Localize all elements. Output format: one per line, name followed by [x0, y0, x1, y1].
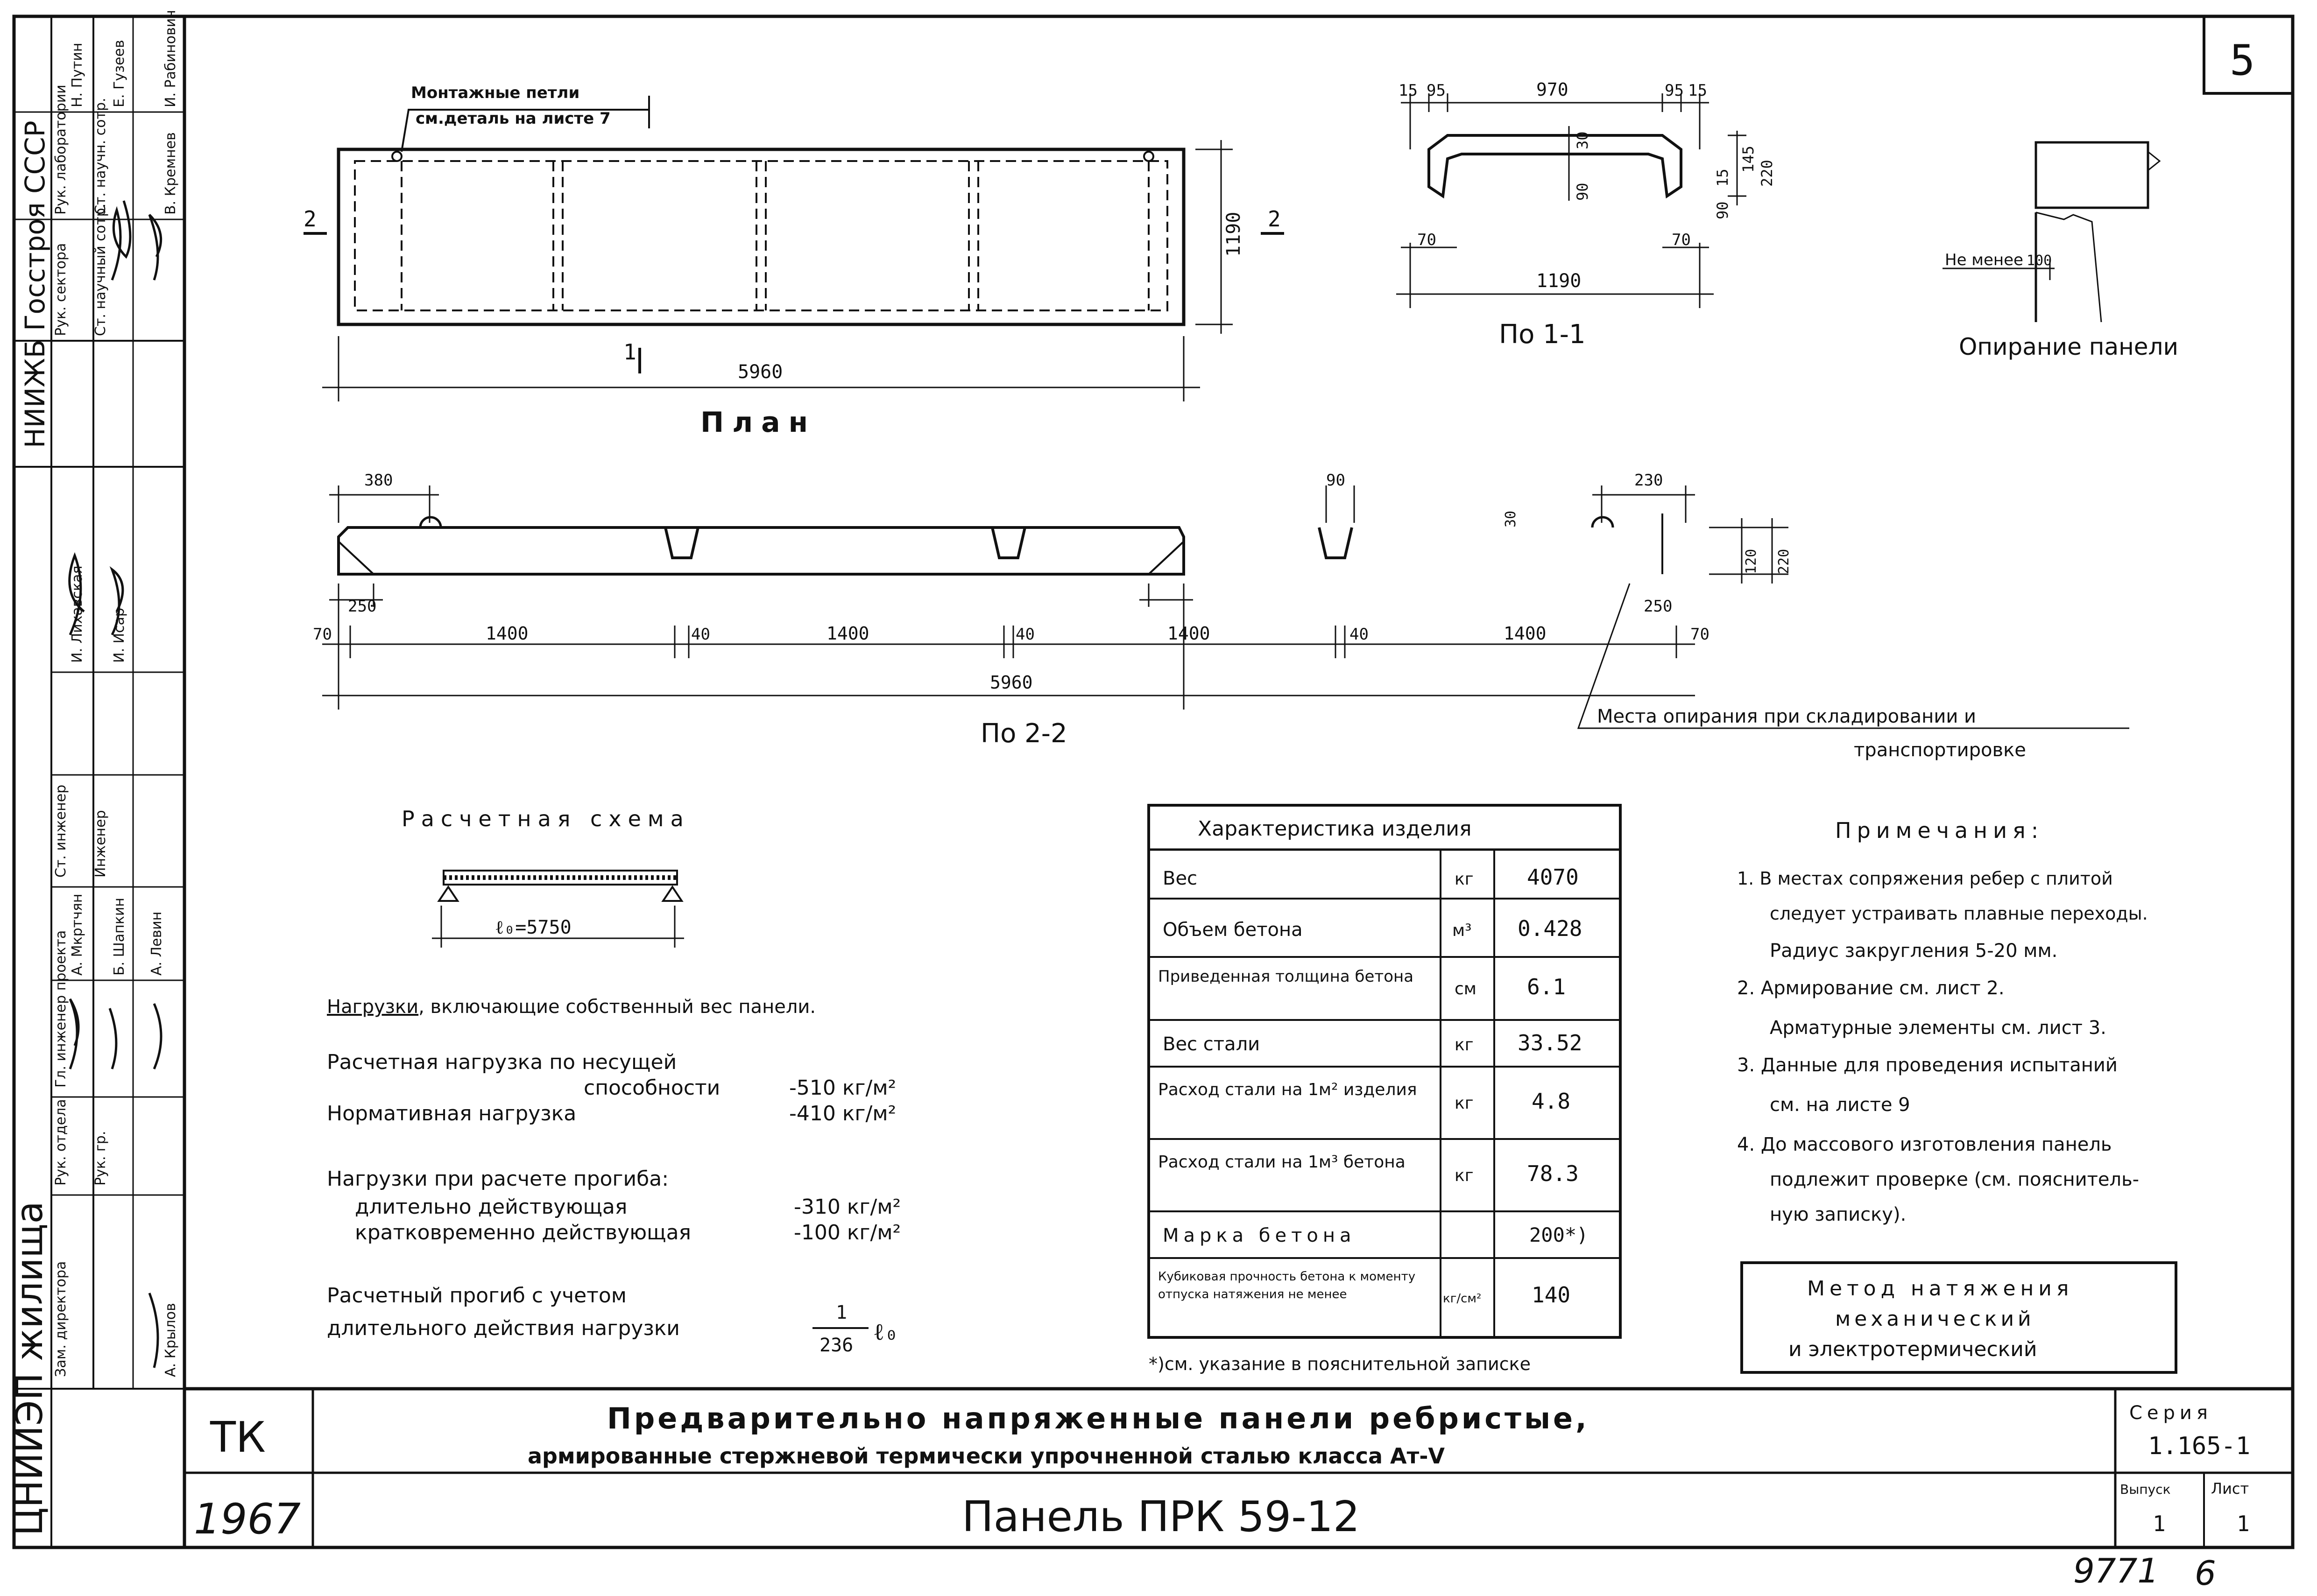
table-cell-value: 200*) — [1529, 1223, 1589, 1246]
s22-seg2: 1400 — [826, 623, 869, 644]
table-cell-value: 78.3 — [1527, 1161, 1579, 1186]
s22-d-left: 380 — [364, 471, 393, 490]
list-label: Лист — [2211, 1480, 2249, 1498]
s11-d6: 30 — [1574, 131, 1591, 149]
note-line: Арматурные элементы см. лист 3. — [1770, 1017, 2106, 1039]
s22-gap3: 40 — [1349, 625, 1369, 644]
table-row — [1158, 1069, 1570, 1137]
series-label: Серия — [2129, 1402, 2212, 1424]
table-cell-unit: см — [1455, 979, 1476, 998]
table-cell-value: 4070 — [1527, 865, 1579, 890]
plan-cut-left: 2 — [304, 206, 317, 232]
table-cell-unit: кг/см² — [1443, 1292, 1482, 1306]
s22-seg1: 1400 — [486, 623, 529, 644]
stamp-org2: НИИЖБ Госстроя СССР — [19, 120, 51, 448]
loads-l6a: Расчетный прогиб с учетом — [327, 1284, 627, 1308]
stamp-names — [69, 10, 179, 1377]
scheme-title: Расчетная схема — [402, 806, 690, 831]
support-detail — [1943, 142, 2160, 322]
s11-d1: 15 — [1399, 81, 1418, 100]
section-2-2 — [322, 485, 2129, 728]
stamp-role: Ст. инженер — [53, 784, 69, 878]
plan-view — [304, 96, 1284, 401]
s11-d9: 145 — [1739, 146, 1757, 173]
stamp-role: Зам. директора — [53, 1261, 69, 1377]
s11-title: По 1-1 — [1499, 319, 1586, 350]
vyp-number: 1 — [2153, 1511, 2166, 1536]
tk-label: ТК — [210, 1413, 266, 1462]
s11-d12: 70 — [1417, 231, 1436, 249]
loads-l1v: -510 кг/м² — [789, 1076, 897, 1100]
table-cell-unit: кг — [1455, 1094, 1474, 1113]
table-cell-name: Кубиковая прочность бетона к моменту отпуска натяжения не менее — [1158, 1270, 1416, 1301]
s22-gap2: 40 — [1016, 625, 1035, 644]
method-line: и электротермический — [1788, 1337, 2037, 1361]
table-row — [1158, 1141, 1579, 1209]
stamp-role: Гл. инженер проекта — [53, 930, 69, 1088]
stamp-role: Рук. лаборатории — [53, 84, 69, 215]
s22-d-250b: 250 — [1644, 597, 1673, 616]
support-value: 100 — [2027, 253, 2052, 269]
table-cell-value: 4.8 — [1532, 1089, 1571, 1114]
note-line: 2. Армирование см. лист 2. — [1737, 977, 2005, 999]
loads-l2: Нормативная нагрузка — [327, 1102, 577, 1125]
stamp-name: В. Кремнев — [162, 132, 179, 215]
note-line: ную записку). — [1770, 1204, 1907, 1225]
loads-l6v: ℓ₀ — [873, 1318, 899, 1345]
note-line: 4. До массового изготовления панель — [1737, 1134, 2112, 1155]
s11-d10: 220 — [1758, 160, 1776, 187]
s22-note2: транспортировке — [1854, 739, 2026, 761]
table-row — [1158, 959, 1566, 1018]
plan-title: План — [700, 406, 817, 439]
table-cell-name: Вес стали — [1163, 1034, 1260, 1055]
loads-l3: Нагрузки при расчете прогиба: — [327, 1167, 669, 1191]
plan-cut-right: 2 — [1268, 206, 1281, 232]
year-label: 1967 — [194, 1495, 301, 1544]
stamp-name: А. Крылов — [162, 1303, 179, 1377]
loads-l1a: Расчетная нагрузка по несущей — [327, 1050, 677, 1074]
note-line: 3. Данные для проведения испытаний — [1737, 1055, 2118, 1076]
s22-seg3: 1400 — [1167, 623, 1210, 644]
s11-d7: 90 — [1574, 183, 1591, 201]
loads-l5: кратковременно действующая — [355, 1221, 692, 1244]
table-row — [1163, 1223, 1588, 1246]
s22-d-220: 220 — [1776, 548, 1792, 574]
stamp-name: А. Левин — [148, 911, 165, 976]
archive-mark: 9771 — [2073, 1551, 2159, 1590]
loads-l1b: способности — [584, 1076, 721, 1100]
table-cell-value: 0.428 — [1518, 916, 1582, 941]
plan-callout: Монтажные петли — [411, 84, 580, 102]
loads-l5v: -100 кг/м² — [794, 1221, 901, 1244]
table-cell-unit: кг — [1455, 1035, 1474, 1055]
scheme-span: ℓ₀=5750 — [495, 917, 572, 938]
table-cell-value: 33.52 — [1518, 1030, 1582, 1055]
stamp-name: Б. Шапкин — [111, 898, 127, 976]
loads-l4: длительно действующая — [355, 1195, 628, 1219]
panel-label: Панель ПРК 59-12 — [962, 1492, 1360, 1541]
vyp-label: Выпуск — [2120, 1482, 2171, 1497]
table-cell-name: Расход стали на 1м² изделия — [1158, 1080, 1417, 1099]
table-row — [1163, 916, 1582, 941]
loads-l6b: длительного действия нагрузки — [327, 1316, 680, 1340]
table-cell-name: Вес — [1163, 868, 1198, 889]
note-line: см. на листе 9 — [1770, 1094, 1910, 1116]
loads-block — [327, 996, 901, 1356]
table-cell-unit: кг — [1455, 870, 1474, 889]
plan-length: 5960 — [738, 361, 783, 383]
stamp-name: А. Мкртчян — [69, 893, 85, 976]
method-line: механический — [1835, 1307, 2035, 1331]
s22-d-230: 230 — [1634, 471, 1663, 490]
stamp-role: Ст. научный сотр. — [92, 203, 109, 336]
table-cell-name: Приведенная толщина бетона — [1158, 967, 1414, 986]
notes-block — [1737, 818, 2148, 1225]
table-cell-name: Марка бетона — [1163, 1225, 1356, 1246]
s11-d3: 970 — [1536, 79, 1568, 100]
stamp-name: И. Рабинович — [162, 10, 179, 107]
s11-d2: 95 — [1427, 81, 1446, 100]
notes-title: Примечания: — [1835, 818, 2044, 843]
stamp-name: Е. Гузеев — [111, 40, 127, 107]
table-cell-value: 6.1 — [1527, 974, 1566, 999]
stamp-org: ЦНИИЭП жилища — [9, 1201, 51, 1536]
loads-l2v: -410 кг/м² — [789, 1102, 897, 1125]
plan-cut-bottom: 1 — [623, 339, 636, 365]
s22-d-30: 30 — [1503, 510, 1519, 527]
note-line: 1. В местах сопряжения ребер с плитой — [1737, 868, 2113, 889]
series-number: 1.165-1 — [2148, 1432, 2251, 1460]
s22-note1: Места опирания при складировании и — [1597, 706, 1977, 727]
s22-seg4: 1400 — [1504, 623, 1547, 644]
stamp-role: Инженер — [92, 810, 109, 878]
table-cell-value: 140 — [1532, 1282, 1571, 1308]
drawing-title: Предварительно напряженные панели ребристые, — [607, 1401, 1589, 1435]
table-cell-name: Объем бетона — [1163, 919, 1303, 941]
stamp-role: Рук. сектора — [53, 243, 69, 336]
note-line: подлежит проверке (см. пояснитель- — [1770, 1169, 2140, 1190]
table-footnote: *)см. указание в пояснительной записке — [1149, 1354, 1531, 1374]
s22-title: По 2-2 — [981, 718, 1067, 749]
loads-l6den: 236 — [819, 1335, 854, 1356]
archive-page: 6 — [2195, 1554, 2216, 1593]
loads-heading: Нагрузки, включающие собственный вес панели. — [327, 996, 816, 1018]
stamp-name: Н. Путин — [69, 42, 85, 107]
s11-d5: 15 — [1688, 81, 1707, 100]
s22-end2: 70 — [1690, 625, 1709, 644]
plan-width: 1190 — [1223, 211, 1244, 257]
plan-callout-ref: см.деталь на листе 7 — [416, 109, 611, 128]
list-number: 1 — [2237, 1511, 2250, 1536]
s11-d13: 70 — [1672, 231, 1691, 249]
stamp-role: Рук. отдела — [53, 1099, 69, 1186]
stamp-role: Ст. научн. сотр. — [92, 98, 109, 215]
note-line: Радиус закругления 5-20 мм. — [1770, 940, 2058, 962]
support-title: Опирание панели — [1959, 333, 2178, 360]
sheet-number: 5 — [2230, 36, 2255, 85]
note-line: следует устраивать плавные переходы. — [1770, 903, 2148, 924]
table-cell-unit: м³ — [1452, 921, 1472, 940]
signatures — [70, 201, 161, 1368]
s22-d-250a: 250 — [348, 597, 377, 616]
s22-end1: 70 — [313, 625, 332, 644]
s22-d-90: 90 — [1326, 471, 1345, 490]
s22-d-120: 120 — [1743, 548, 1759, 574]
loads-l6num: 1 — [836, 1302, 848, 1323]
s11-d8: 15 — [1714, 169, 1731, 187]
method-line: Метод натяжения — [1807, 1277, 2074, 1301]
table-row — [1158, 1260, 1570, 1335]
table-row — [1163, 865, 1579, 890]
stamp-roles — [53, 84, 109, 1377]
support-label: Не менее — [1945, 251, 2023, 269]
s11-d4: 95 — [1665, 81, 1684, 100]
loads-l4v: -310 кг/м² — [794, 1195, 901, 1219]
stamp-name: И. Исар — [111, 608, 127, 663]
stamp-name: И. Лихавская — [69, 565, 85, 663]
table-row — [1163, 1030, 1582, 1055]
stamp-role: Рук. гр. — [92, 1131, 109, 1186]
s11-d11: 90 — [1714, 201, 1731, 219]
table-title: Характеристика изделия — [1198, 817, 1472, 841]
s11-width: 1190 — [1536, 270, 1582, 292]
drawing-subtitle: армированные стержневой термически упрочненной сталью класса Ат-V — [528, 1443, 1445, 1469]
s22-gap1: 40 — [691, 625, 710, 644]
s22-total: 5960 — [990, 672, 1033, 693]
table-cell-unit: кг — [1455, 1166, 1474, 1185]
table-cell-name: Расход стали на 1м³ бетона — [1158, 1153, 1406, 1172]
